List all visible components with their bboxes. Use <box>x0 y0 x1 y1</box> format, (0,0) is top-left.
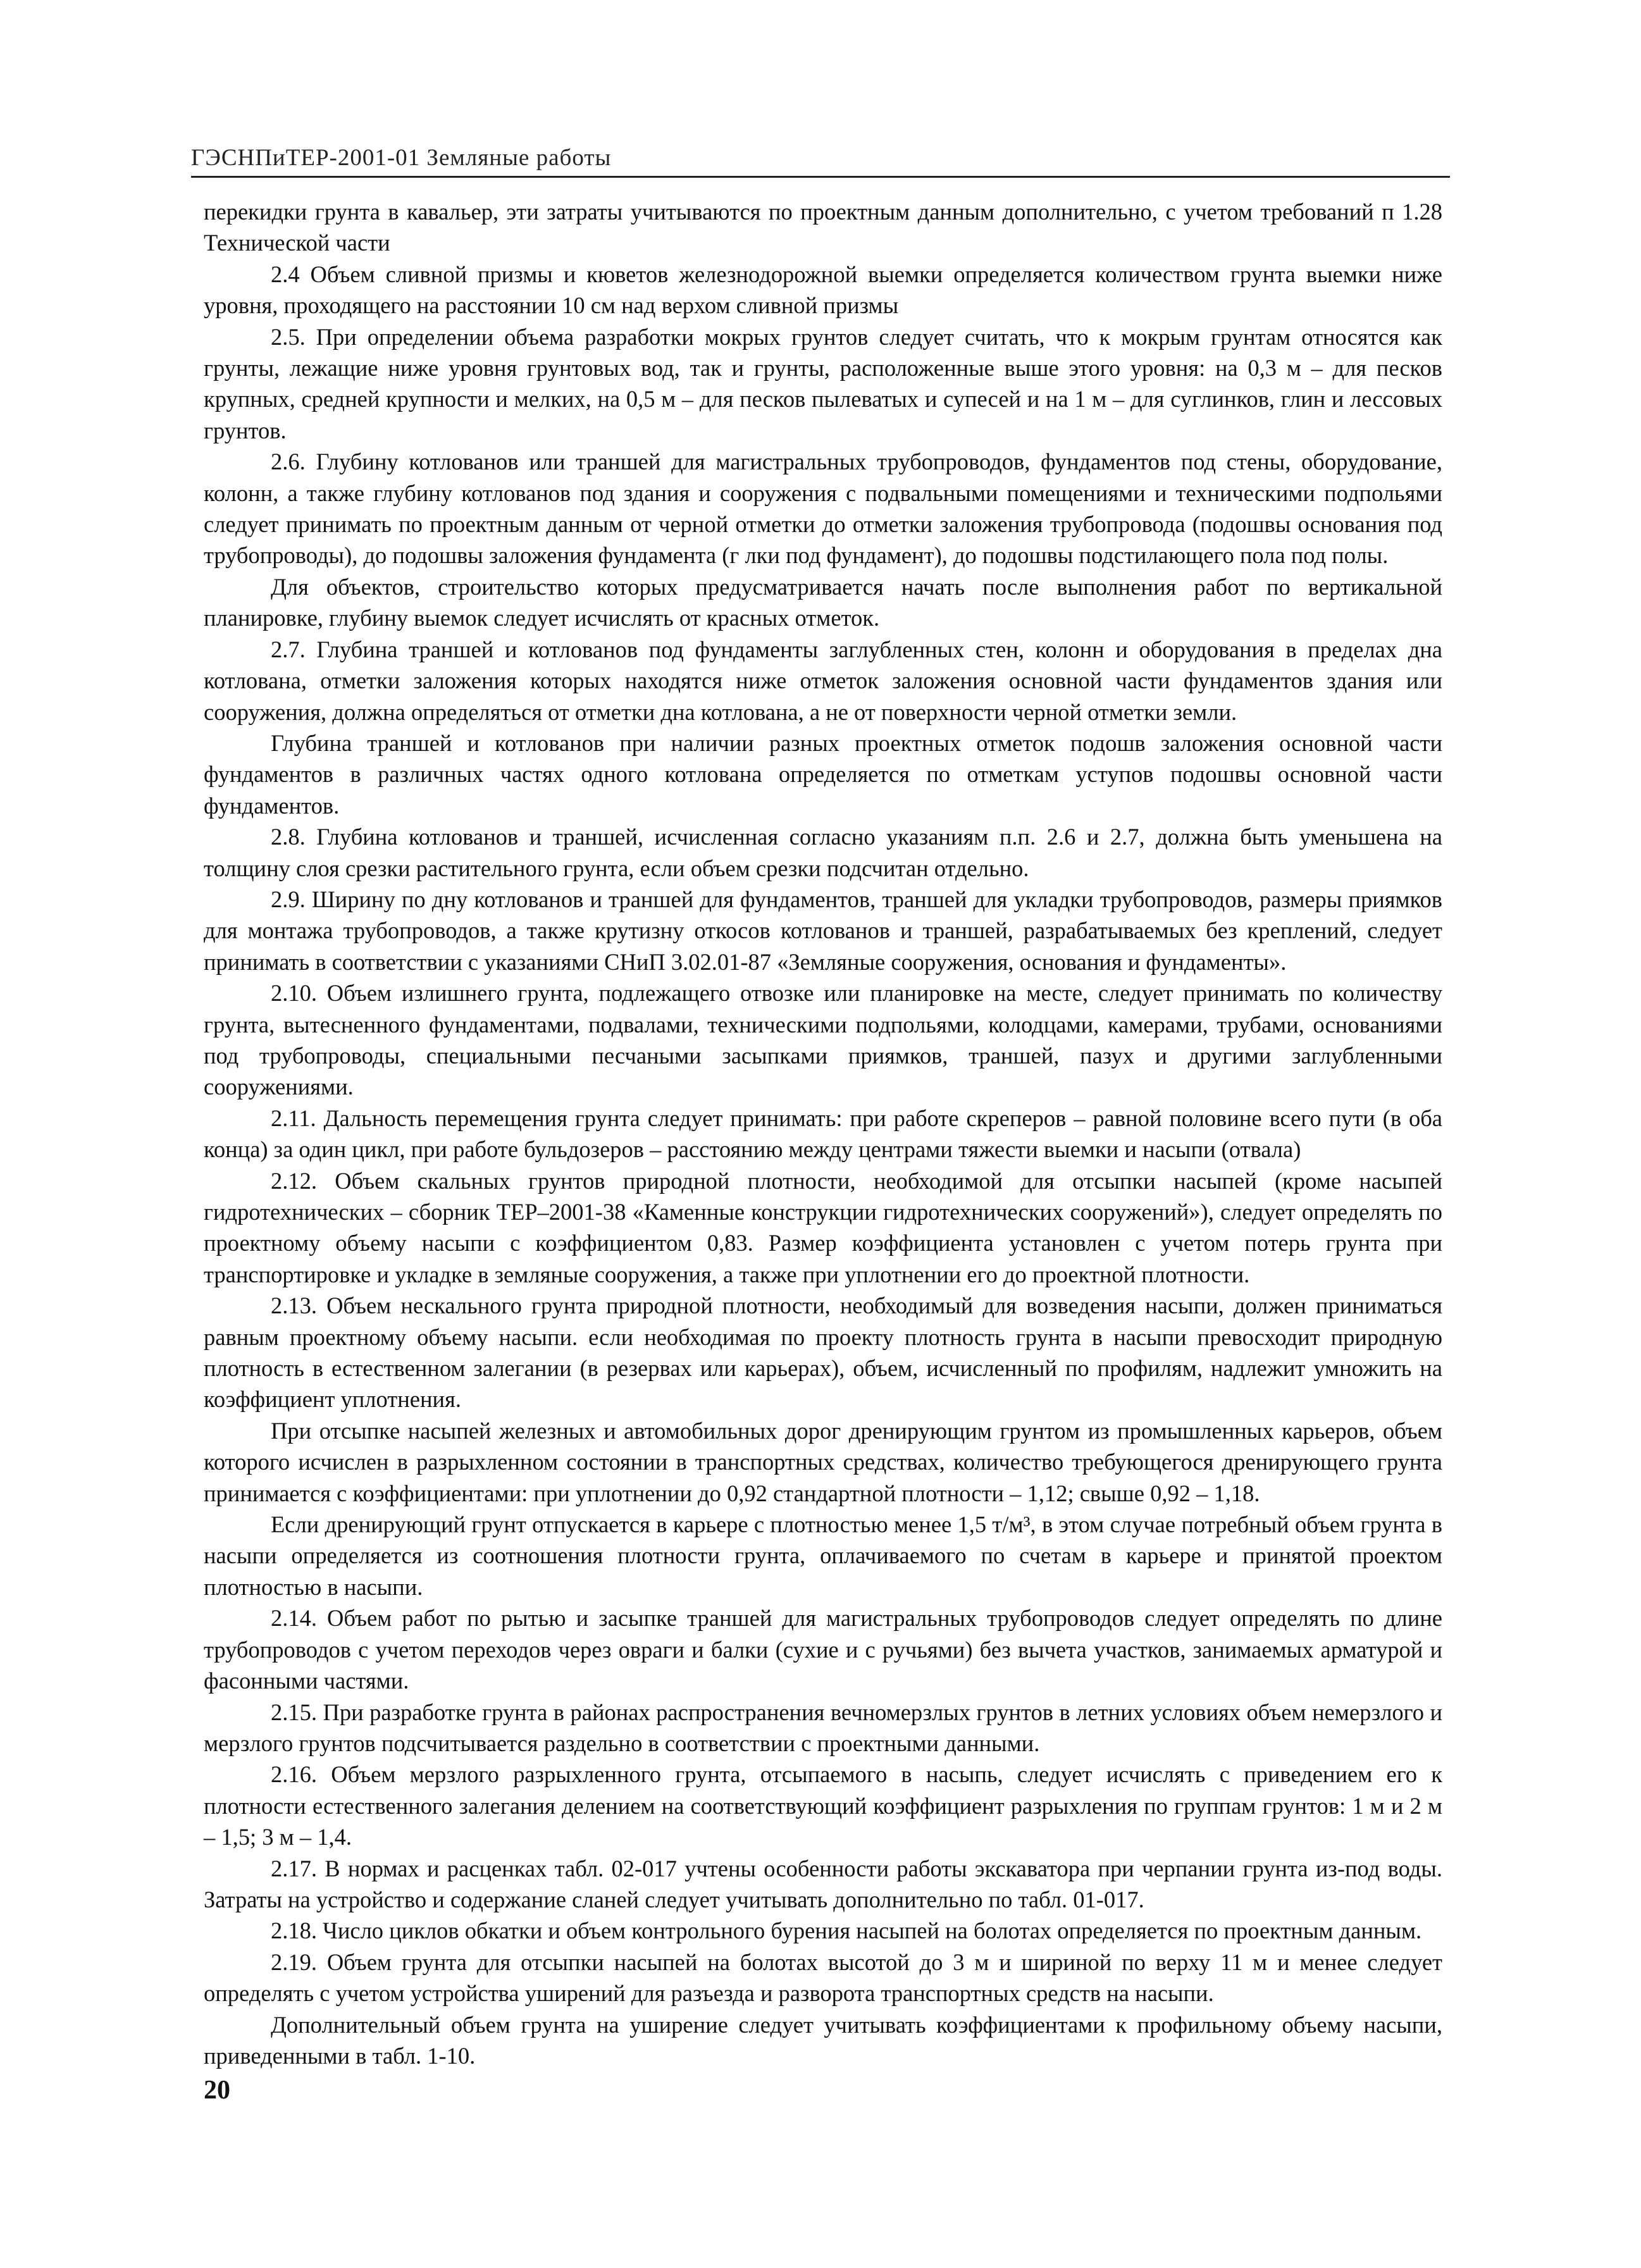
paragraph: 2.11. Дальность перемещения грунта следует принимать: при работе скреперов – равной половине всего пути (в оба конца) за один цикл, при работе бульдозеров – расстоянию между центрами тяжести выемки и насыпи (отвала) <box>204 1105 1442 1163</box>
paragraph: При отсыпке насыпей железных и автомобильных дорог дренирующим грунтом из промышленных карьеров, объем которого исчислен в разрыхленном состоянии в транспортных средствах, количество требующегося дренирующего грунта принимается с коэффициентами: при уплотнении до 0,92 стандартной плотности – 1,12; свыше 0,92 – 1,18. <box>204 1417 1442 1506</box>
paragraph: перекидки грунта в кавальер, эти затраты учитываются по проектным данным дополнительно, с учетом требований п 1.28 Технической части <box>204 199 1442 256</box>
paragraph: 2.15. При разработке грунта в районах распространения вечномерзлых грунтов в летних условиях объем немерзлого и мерзлого грунтов подсчитывается раздельно в соответствии с проектными данными. <box>204 1699 1442 1756</box>
paragraph: 2.17. В нормах и расценках табл. 02-017 учтены особенности работы экскаватора при черпании грунта из-под воды. Затраты на устройство и содержание сланей следует учитывать дополнительно по табл. 01-017. <box>204 1855 1442 1912</box>
header-divider <box>191 176 1450 178</box>
paragraph: Для объектов, строительство которых предусматривается начать после выполнения работ по вертикальной планировке, глубину выемок следует исчислять от красных отметок. <box>204 573 1442 631</box>
paragraph: 2.16. Объем мерзлого разрыхленного грунта, отсыпаемого в насыпь, следует исчислять с приведением его к плотности естественного залегания делением на соответствующий коэффициент разрыхления по группам грунтов: 1 м и 2 м – 1,5; 3 м – 1,4. <box>204 1761 1442 1850</box>
running-header: ГЭСНПиТЕР-2001-01 Земляные работы <box>191 145 612 171</box>
paragraph: 2.7. Глубина траншей и котлованов под фундаменты заглубленных стен, колонн и оборудования в пределах дна котлована, отметки заложения которых находятся ниже отметок заложения основной части фундаментов здания или сооружения, должна определяться от отметки дна котлована, а не от поверхности черной отметки земли. <box>204 636 1442 725</box>
page-number: 20 <box>204 2076 230 2105</box>
body-text <box>204 196 1442 2071</box>
paragraph: 2.13. Объем нескального грунта природной плотности, необходимый для возведения насыпи, должен приниматься равным проектному объему насыпи. если необходимая по проекту плотность грунта в насыпи превосходит природную плотность в естественном залегании (в резервах или карьерах), объем, исчисленный по профилям, надлежит умножить на коэффициент уплотнения. <box>204 1292 1442 1413</box>
paragraph: 2.12. Объем скальных грунтов природной плотности, необходимой для отсыпки насыпей (кроме насыпей гидротехнических – сборник ТЕР–2001-38 «Каменные конструкции гидротехнических сооружений»), следует определять по проектному объему насыпи с коэффициентом 0,83. Размер коэффициента установлен с учетом потерь грунта при транспортировке и укладке в земляные сооружения, а также при уплотнении его до проектной плотности. <box>204 1167 1442 1287</box>
paragraph: 2.18. Число циклов обкатки и объем контрольного бурения насыпей на болотах определяется по проектным данным. <box>271 1918 1422 1944</box>
paragraph: Глубина траншей и котлованов при наличии разных проектных отметок подошв заложения основной части фундаментов в различных частях одного котлована определяется по отметкам уступов подошвы основной части фундаментов. <box>204 729 1442 819</box>
paragraph: 2.5. При определении объема разработки мокрых грунтов следует считать, что к мокрым грунтам относятся как грунты, лежащие ниже уровня грунтовых вод, так и грунты, расположенные выше этого уровня: на 0,3 м – для песков крупных, средней крупности и мелких, на 0,5 м – для песков пылеватых и супесей и на 1 м – для суглинков, глин и лессовых грунтов. <box>204 323 1442 443</box>
paragraph: Дополнительный объем грунта на уширение следует учитывать коэффициентами к профильному объему насыпи, приведенными в табл. 1-10. <box>204 2011 1442 2069</box>
paragraph: 2.10. Объем излишнего грунта, подлежащего отвозке или планировке на месте, следует принимать по количеству грунта, вытесненного фундаментами, подвалами, техническими подпольями, колодцами, камерами, трубами, основаниями под трубопроводы, специальными песчаными засыпками приямков, траншей, пазух и другими заглубленными сооружениями. <box>204 980 1442 1100</box>
paragraph: 2.4 Объем сливной призмы и кюветов железнодорожной выемки определяется количеством грунта выемки ниже уровня, проходящего на расстоянии 10 см над верхом сливной призмы <box>204 261 1442 319</box>
paragraph: 2.9. Ширину по дну котлованов и траншей для фундаментов, траншей для укладки трубопроводов, размеры приямков для монтажа трубопроводов, а также крутизну откосов котлованов и траншей, разрабатываемых без креплений, следует принимать в соответствии с указаниями СНиП 3.02.01-87 «Земляные сооружения, основания и фундаменты». <box>204 886 1442 975</box>
paragraph: 2.8. Глубина котлованов и траншей, исчисленная согласно указаниям п.п. 2.6 и 2.7, должна быть уменьшена на толщину слоя срезки растительного грунта, если объем срезки подсчитан отдельно. <box>204 824 1442 881</box>
paragraph: 2.14. Объем работ по рытью и засыпке траншей для магистральных трубопроводов следует определять по длине трубопроводов с учетом переходов через овраги и балки (сухие и с ручьями) без вычета участков, занимаемых арматурой и фасонными частями. <box>204 1605 1442 1694</box>
paragraph: 2.6. Глубину котлованов или траншей для магистральных трубопроводов, фундаментов под стены, оборудование, колонн, а также глубину котлованов под здания и сооружения с подвальными помещениями и техническими подпольями следует принимать по проектным данным от черной отметки до отметки заложения трубопровода (подошвы основания под трубопроводы), до подошвы заложения фундамента (г лки под фундамент), до подошвы подстилающего пола под полы. <box>204 449 1442 569</box>
paragraph: Если дренирующий грунт отпускается в карьере с плотностью менее 1,5 т/м³, в этом случае потребный объем грунта в насыпи определяется из соотношения плотности грунта, оплачиваемого по счетам в карьере и принятой проектом плотностью в насыпи. <box>204 1511 1442 1600</box>
paragraph: 2.19. Объем грунта для отсыпки насыпей на болотах высотой до 3 м и шириной по верху 11 м и менее следует определять с учетом устройства уширений для разъезда и разворота транспортных средств на насыпи. <box>204 1949 1442 2007</box>
